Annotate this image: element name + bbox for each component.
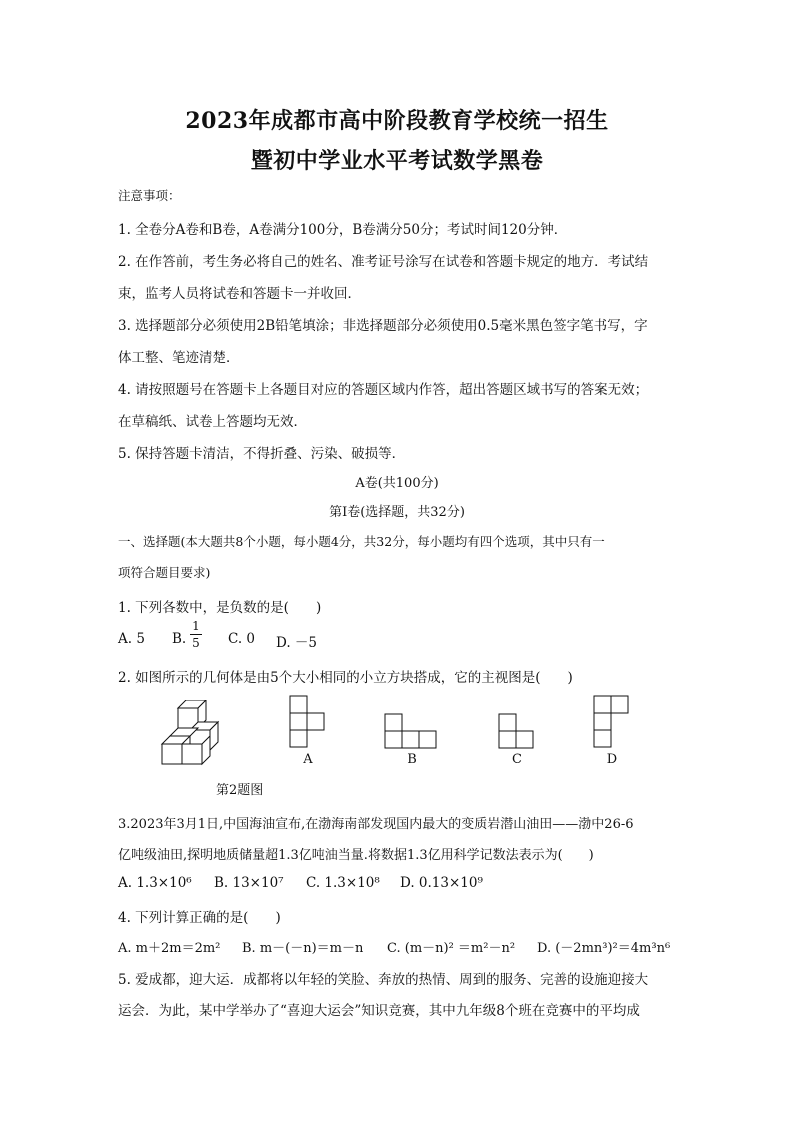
q4-option-b: B. m－(－n)＝m－n: [242, 941, 364, 956]
q4-stem: 4. 下列计算正确的是( ): [118, 910, 281, 926]
notice-line: 1. 全卷分A卷和B卷，A卷满分100分，B卷满分50分；考试时间120分钟．: [118, 222, 568, 238]
notice-line: 在草稿纸、试卷上答题均无效．: [118, 414, 307, 430]
q5-stem-line2: 运会．为此，某中学举办了“喜迎大运会”知识竞赛，其中九年级8个班在竞赛中的平均成: [118, 1003, 640, 1019]
q1-option-b-fraction: [190, 619, 202, 650]
section-a-title: A卷(共100分): [355, 476, 439, 491]
section-intro-line2: 项符合题目要求): [118, 565, 211, 580]
q1-option-d: D. －5: [276, 635, 318, 651]
exam-title-line1: 2023年成都市高中阶段教育学校统一招生: [185, 108, 609, 134]
q2-option-d-view: [593, 695, 631, 751]
q3-option-b: B. 13×10⁷: [214, 875, 284, 891]
fraction-bar: [190, 634, 202, 635]
q1-option-a: A. 5: [118, 631, 145, 647]
q2-option-a-view: [289, 695, 327, 751]
notice-line: 束，监考人员将试卷和答题卡一并收回．: [118, 286, 361, 302]
q2-label-b: B: [407, 752, 417, 767]
q1-option-c: C. 0: [228, 631, 256, 647]
q5-stem-line1: 5. 爱成都，迎大运．成都将以年轻的笑脸、奔放的热情、周到的服务、完善的设施迎接大: [118, 972, 649, 988]
notice-heading: 注意事项：: [118, 188, 181, 203]
q4-option-c: C. (m－n)² ＝m²－n²: [387, 941, 516, 956]
notice-line: 2. 在作答前，考生务必将自己的姓名、准考证号涂写在试卷和答题卡规定的地方．考试结: [118, 254, 649, 270]
q4-option-a: A. m＋2m＝2m²: [118, 941, 221, 956]
q3-option-c: C. 1.3×10⁸: [306, 875, 380, 891]
q2-label-a: A: [303, 752, 313, 767]
q3-option-d: D. 0.13×10⁹: [400, 875, 483, 891]
q2-option-c-view: [498, 713, 536, 751]
q3-option-a: A. 1.3×10⁶: [118, 875, 192, 891]
notice-line: 3. 选择题部分必须使用2B铅笔填涂；非选择题部分必须使用0.5毫米黑色签字笔书写，字: [118, 318, 648, 334]
q1-option-b-label: B.: [172, 631, 187, 647]
q1-stem: 1. 下列各数中，是负数的是( ): [118, 600, 322, 616]
section-intro-line1: 一、选择题(本大题共8个小题，每小题4分，共32分，每小题均有四个选项，其中只有一: [118, 534, 605, 549]
fraction-denominator: 5: [192, 636, 200, 650]
q2-option-b-view: [384, 713, 440, 751]
q2-solid-figure: [158, 700, 220, 768]
exam-title-line2: 暨初中学业水平考试数学黑卷: [250, 148, 544, 174]
notice-line: 4. 请按照题号在答题卡上各题目对应的答题区域内作答，超出答题区域书写的答案无效；: [118, 382, 649, 398]
q4-option-d: D. (－2mn³)²＝4m³n⁶: [537, 941, 671, 956]
part1-title: 第Ⅰ卷(选择题，共32分): [329, 505, 465, 520]
q2-stem: 2. 如图所示的几何体是由5个大小相同的小立方块搭成，它的主视图是( ): [118, 670, 573, 686]
fraction-numerator: 1: [192, 619, 200, 633]
q3-stem-line1: 3.2023年3月1日,中国海油宣布,在渤海南部发现国内最大的变质岩潜山油田——渤中26-6: [118, 817, 634, 832]
q2-figure-caption: 第2题图: [216, 783, 264, 798]
notice-line: 体工整、笔迹清楚．: [118, 350, 240, 366]
q3-stem-line2: 亿吨级油田,探明地质储量超1.3亿吨油当量.将数据1.3亿用科学记数法表示为( ): [118, 848, 594, 863]
q2-label-d: D: [606, 752, 618, 767]
q2-label-c: C: [512, 752, 522, 767]
notice-line: 5. 保持答题卡清洁，不得折叠、污染、破损等．: [118, 446, 406, 462]
